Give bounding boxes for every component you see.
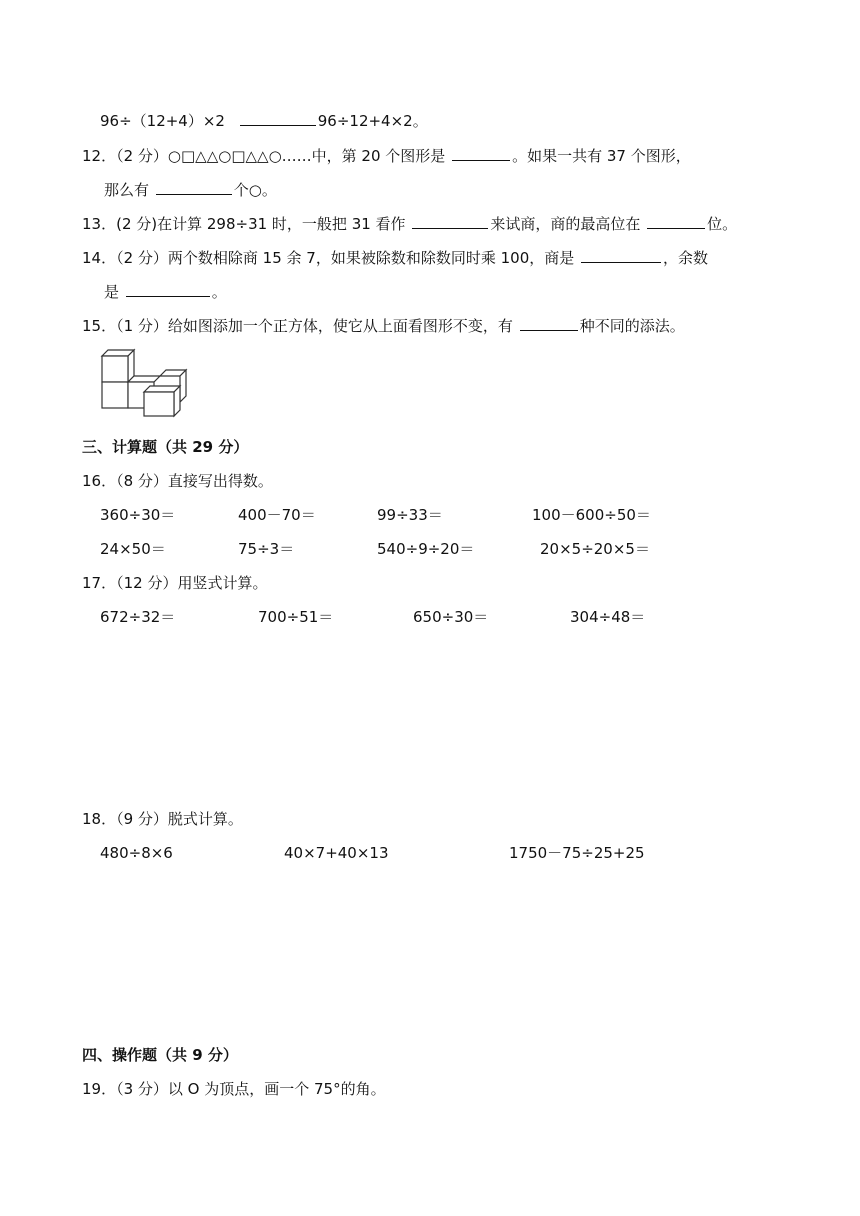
q11-line [100,110,428,131]
answer-blank[interactable] [647,213,705,229]
question-14-cont [104,281,227,302]
q13-text: 在计算 298÷31 时，一般把 31 看作 [157,215,406,233]
q16-item: 20×5÷20×5＝ [540,540,650,558]
q12-text: 个○。 [233,181,277,199]
cube-side-face [174,386,180,416]
answer-blank[interactable] [156,179,232,195]
q14-number: 14．（2 分） [82,249,168,267]
section-4-heading: 四、操作题（共 9 分） [82,1046,238,1064]
answer-blank[interactable] [520,315,578,331]
cube-front-face [144,392,174,416]
q12-text: 。如果一共有 37 个图形， [512,147,691,165]
q13-text: 位。 [707,215,738,233]
q15-text: 给如图添加一个正方体，使它从上面看图形不变，有 [167,317,513,335]
answer-blank[interactable] [581,247,661,263]
q16-item: 360÷30＝ [100,506,176,524]
q14-text: 。 [211,283,227,301]
answer-blank[interactable] [126,281,210,297]
cube-front-face [102,382,128,408]
question-12 [82,145,691,166]
q17-item: 672÷32＝ [100,608,176,626]
q15-text: 种不同的添法。 [579,317,685,335]
q13-text: 来试商，商的最高位在 [490,215,641,233]
question-15 [82,315,685,336]
q13-number: 13．(2 分) [82,215,158,233]
q16-item: 540÷9÷20＝ [377,540,475,558]
q16-item: 100－600÷50＝ [532,506,651,524]
q14-text: 是 [104,283,120,301]
answer-blank[interactable] [452,145,510,161]
q17-item: 650÷30＝ [413,608,489,626]
q11-right-expr: 96÷12+4×2。 [317,112,428,130]
q12-text: ○□△△○□△△○……中，第 20 个图形是 [167,147,446,165]
q17-item: 700÷51＝ [258,608,334,626]
question-18-label: 18．（9 分）脱式计算。 [82,810,243,828]
q12-text: 那么有 [104,181,150,199]
answer-blank[interactable] [240,110,316,126]
q12-number: 12．（2 分） [82,147,168,165]
q16-item: 24×50＝ [100,540,166,558]
section-3-heading: 三、计算题（共 29 分） [82,438,249,456]
answer-blank[interactable] [412,213,488,229]
cube-front-face [102,356,128,382]
q18-item: 40×7+40×13 [284,844,389,862]
cube-figure [98,346,190,418]
cube-side-face [180,370,186,402]
q16-item: 75÷3＝ [238,540,295,558]
q14-text: ，余数 [663,249,709,267]
question-17-label: 17．（12 分）用竖式计算。 [82,574,268,592]
question-19-label: 19．（3 分）以 O 为顶点，画一个 75°的角。 [82,1080,386,1098]
q15-number: 15．（1 分） [82,317,168,335]
q18-item: 1750－75÷25+25 [509,844,645,862]
question-13 [82,213,737,234]
q11-left-expr: 96÷（12+4）×2 [100,112,225,130]
q17-item: 304÷48＝ [570,608,646,626]
q16-item: 400－70＝ [238,506,316,524]
question-12-cont [104,179,277,200]
cube-top-face [128,376,160,382]
q14-text: 两个数相除商 15 余 7，如果被除数和除数同时乘 100，商是 [167,249,575,267]
q18-item: 480÷8×6 [100,844,173,862]
question-16-label: 16．（8 分）直接写出得数。 [82,472,273,490]
q16-item: 99÷33＝ [377,506,443,524]
question-14 [82,247,708,268]
